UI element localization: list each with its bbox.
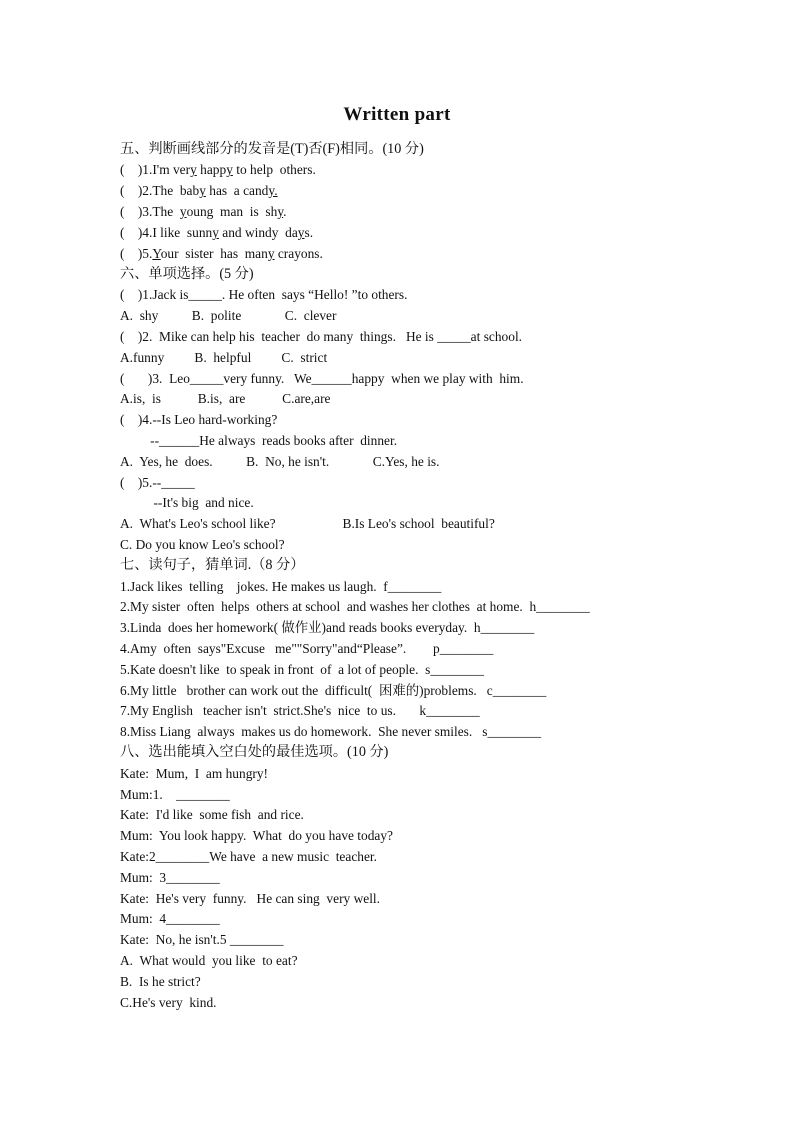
section7-item: 2.My sister often helps others at school and washes her clothes at home. h________ — [120, 599, 590, 614]
section6-options: A.is, is B.is, are C.are,are — [120, 391, 331, 406]
section7-item: 7.My English teacher isn't strict.She's nice to us. k________ — [120, 703, 480, 718]
answer-option: B. Is he strict? — [120, 974, 201, 989]
section5-item: ( )5.Your sister has many crayons. — [120, 246, 323, 261]
section6-question: ( )4.--Is Leo hard-working? — [120, 412, 278, 427]
section6-question: --______He always reads books after dinner. — [120, 433, 398, 448]
dialogue-line: Kate:2________We have a new music teacher. — [120, 849, 377, 864]
section7-item: 1.Jack likes telling jokes. He makes us laugh. f________ — [120, 579, 442, 594]
section5-item: ( )2.The baby has a candy. — [120, 183, 278, 198]
section6-question: ( )5.--_____ — [120, 475, 195, 490]
page-title: Written part — [343, 104, 451, 125]
dialogue-line: Mum: You look happy. What do you have today? — [120, 828, 393, 843]
section5-item: ( )3.The young man is shy. — [120, 204, 287, 219]
section5-heading: 五、判断画线部分的发音是(T)否(F)相同。(10 分) — [120, 141, 424, 157]
section6-options: C. Do you know Leo's school? — [120, 537, 285, 552]
section7-item: 6.My little brother can work out the difficult( 困难的)problems. c________ — [120, 683, 547, 698]
section8-heading: 八、选出能填入空白处的最佳选项。(10 分) — [120, 744, 389, 760]
section7-item: 8.Miss Liang always makes us do homework. She never smiles. s________ — [120, 724, 542, 739]
dialogue-line: Kate: Mum, I am hungry! — [120, 766, 269, 781]
dialogue-line: Kate: No, he isn't.5 ________ — [120, 932, 284, 947]
section5-item: ( )4.I like sunny and windy days. — [120, 225, 314, 240]
dialogue-line: Kate: He's very funny. He can sing very well. — [120, 891, 380, 906]
section7-item: 4.Amy often says"Excuse me""Sorry"and“Please”. p________ — [120, 641, 494, 656]
answer-option: A. What would you like to eat? — [120, 953, 298, 968]
section5-item: ( )1.I'm very happy to help others. — [120, 162, 316, 177]
section6-options: A. shy B. polite C. clever — [120, 308, 337, 323]
section6-options: A.funny B. helpful C. strict — [120, 350, 328, 365]
section7-item: 3.Linda does her homework( 做作业)and reads books everyday. h________ — [120, 620, 535, 635]
section6-heading: 六、单项选择。(5 分) — [120, 266, 254, 282]
section6-question: --It's big and nice. — [120, 495, 254, 510]
dialogue-line: Mum:1. ________ — [120, 787, 230, 802]
section6-options: A. Yes, he does. B. No, he isn't. C.Yes, he is. — [120, 454, 440, 469]
section6-question: ( )3. Leo_____very funny. We______happy when we play with him. — [120, 371, 524, 386]
dialogue-line: Kate: I'd like some fish and rice. — [120, 807, 304, 822]
dialogue-line: Mum: 3________ — [120, 870, 220, 885]
section7-heading: 七、读句子，猜单词.（8 分） — [120, 557, 305, 573]
dialogue-line: Mum: 4________ — [120, 911, 220, 926]
section6-question: ( )2. Mike can help his teacher do many things. He is _____at school. — [120, 329, 523, 344]
section6-options: A. What's Leo's school like? B.Is Leo's school beautiful? — [120, 516, 495, 531]
answer-option: C.He's very kind. — [120, 995, 217, 1010]
section6-question: ( )1.Jack is_____. He often says “Hello! ”to others. — [120, 287, 408, 302]
section7-item: 5.Kate doesn't like to speak in front of a lot of people. s________ — [120, 662, 484, 677]
